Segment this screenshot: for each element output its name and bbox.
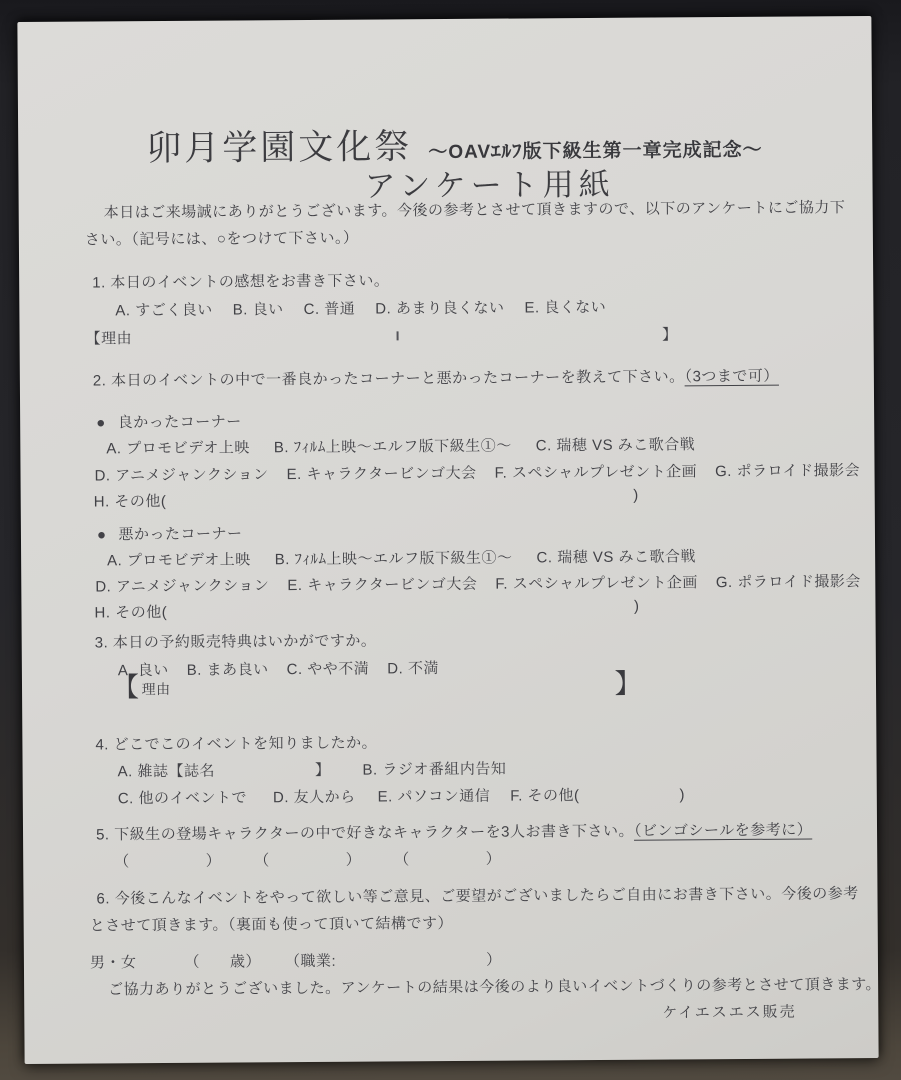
q2-good-option-e: E. キャラクタービンゴ大会 <box>286 464 477 484</box>
q2-good-option-c: C. 瑞穂 VS みこ歌合戦 <box>535 436 696 455</box>
gender-label: 男・女 <box>89 954 137 972</box>
intro-line-1: 本日はご来場誠にありがとうございます。今後の参考とさせて頂きますので、以下のアンケートにご協力下 <box>103 199 846 222</box>
q2-bad-other-row <box>94 598 639 623</box>
q2-bad-option-a: A. プロモビデオ上映 <box>107 551 251 570</box>
q3-reason-open-bracket: 【 <box>111 672 140 703</box>
stray-mark <box>396 331 398 340</box>
q2-bad-option-d: D. アニメジャンクション <box>95 577 270 596</box>
q3-heading: 3. 本日の予約販売特典はいかがですか。 <box>94 632 377 652</box>
q2-good-option-h-open: H. その他( <box>93 492 167 511</box>
paren-open: （ <box>394 851 410 869</box>
q3-option-b: B. まあ良い <box>186 661 269 679</box>
q2-good-option-h-close: ) <box>633 486 639 504</box>
demographics-row <box>90 949 502 973</box>
q4-option-b: B. ラジオ番組内告知 <box>362 760 507 779</box>
q2-good-option-d: D. アニメジャンクション <box>94 466 269 485</box>
q4-heading: 4. どこでこのイベントを知りましたか。 <box>95 734 378 754</box>
q4-row1 <box>118 758 507 782</box>
q3-option-c: C. やや不満 <box>286 660 370 679</box>
q4-other-close: ) <box>679 786 686 804</box>
q2-bad-option-f: F. スペシャルプレゼント企画 <box>495 574 698 593</box>
q2-bad-option-h-open: H. その他( <box>94 603 168 622</box>
q2-bad-option-h-close: ) <box>633 597 640 615</box>
q1-reason-close-bracket: 】 <box>661 326 678 344</box>
blank-space <box>215 775 315 776</box>
q5-blank-3 <box>394 848 501 870</box>
festival-title: 卯月学園文化祭 <box>146 127 413 169</box>
q5-blank-2 <box>254 849 361 871</box>
q2-good-option-f: F. スペシャルプレゼント企画 <box>494 463 698 482</box>
q1-option-d: D. あまり良くない <box>375 299 505 318</box>
q6-heading-line-2: とさせて頂きます。（裏面も使って頂いて結構です） <box>89 914 454 935</box>
q2-good-label-row <box>96 410 242 432</box>
occupation-close: ） <box>486 951 502 969</box>
q5-heading-row <box>96 818 812 844</box>
thanks-note: ご協力ありがとうございました。アンケートの結果は今後のより良いイベントづくりの参考とさせて頂きます。 <box>108 975 882 999</box>
q2-good-row1 <box>106 433 695 458</box>
questionnaire-sheet <box>17 16 882 1064</box>
q3-option-d: D. 不満 <box>387 660 439 678</box>
q2-good-label: 良かったコーナー <box>117 413 242 432</box>
bullet-icon: ● <box>96 526 107 544</box>
q2-good-row2 <box>94 459 860 485</box>
q3-reason-label: 理由 <box>141 680 171 698</box>
q5-heading: 5. 下級生の登場キャラクターの中で好きなキャラクターを3人お書き下さい。 <box>95 822 635 844</box>
occupation-open: （職業: <box>284 952 337 971</box>
age-paren-open: （ <box>184 953 201 971</box>
company-name: ケイエスエス販売 <box>662 1003 797 1022</box>
bullet-icon: ● <box>96 414 106 432</box>
paren-close: ） <box>345 851 362 869</box>
q3-reason-open-group <box>112 674 171 701</box>
paren-close: ） <box>485 850 502 868</box>
paren-close: ） <box>205 852 222 870</box>
intro-line-2: さい。（記号には、○をつけて下さい。） <box>84 229 359 249</box>
q2-bad-option-b: B. ﾌｨﾙﾑ上映～エルフ版下級生①～ <box>274 549 513 569</box>
q2-bad-row2 <box>95 570 861 596</box>
q6-heading-line-1: 6. 今後こんなイベントをやって欲しい等ご意見、ご要望がございましたらご自由にお書き下さい。今後の参考 <box>96 885 859 908</box>
q1-option-c: C. 普通 <box>303 300 356 319</box>
blank-space <box>336 965 486 966</box>
q4-option-c: C. 他のイベントで <box>117 789 248 808</box>
q2-bad-option-e: E. キャラクタービンゴ大会 <box>287 575 478 595</box>
event-subtitle: ～OAVｴﾙﾌ版下級生第一章完成記念～ <box>428 139 763 164</box>
q1-option-a: A. すごく良い <box>115 301 213 320</box>
q4-option-e: E. パソコン通信 <box>377 787 491 806</box>
age-label: 歳） <box>229 953 262 971</box>
q5-heading-note: （ビンゴシールを参考に） <box>633 821 813 840</box>
blank-space <box>580 799 680 800</box>
q1-reason-row <box>86 323 678 348</box>
q3-option-a: A. 良い <box>117 661 169 680</box>
q4-magazine-open: A. 雑誌【誌名 <box>117 762 216 781</box>
q5-blank-1 <box>114 850 221 872</box>
q4-other-open: F. その他( <box>510 787 580 805</box>
q5-blanks-row <box>114 848 501 872</box>
q2-bad-label: 悪かったコーナー <box>118 525 243 544</box>
paren-open: （ <box>254 852 270 870</box>
q2-bad-row1 <box>107 545 696 570</box>
q1-options <box>115 296 606 320</box>
q2-good-option-a: A. プロモビデオ上映 <box>106 439 250 458</box>
q2-bad-option-g: G. ポラロイド撮影会 <box>715 573 861 592</box>
q4-option-d: D. 友人から <box>272 788 356 807</box>
q1-heading: 1. 本日のイベントの感想をお書き下さい。 <box>92 272 390 292</box>
q1-option-e: E. 良くない <box>524 298 607 317</box>
paren-open: （ <box>114 853 130 871</box>
q2-good-other-row <box>94 487 639 512</box>
q2-heading: 2. 本日のイベントの中で一番良かったコーナーと悪かったコーナーを教えて下さい。 <box>92 368 685 390</box>
q3-reason-close-bracket: 】 <box>614 668 643 699</box>
q2-bad-option-c: C. 瑞穂 VS みこ歌合戦 <box>536 548 697 567</box>
q2-good-option-g: G. ポラロイド撮影会 <box>714 462 861 481</box>
form-title: アンケート用紙 <box>364 166 615 204</box>
q2-heading-note: （3つまで可） <box>684 367 779 386</box>
q1-reason-open-bracket: 【理由 <box>85 330 133 348</box>
q2-good-option-b: B. ﾌｨﾙﾑ上映～エルフ版下級生①～ <box>273 437 512 457</box>
q4-row2 <box>118 783 685 808</box>
q2-heading-row <box>93 365 779 391</box>
q4-magazine-close: 】 <box>314 761 331 779</box>
q2-bad-label-row <box>97 522 243 544</box>
q1-option-b: B. 良い <box>232 301 284 319</box>
